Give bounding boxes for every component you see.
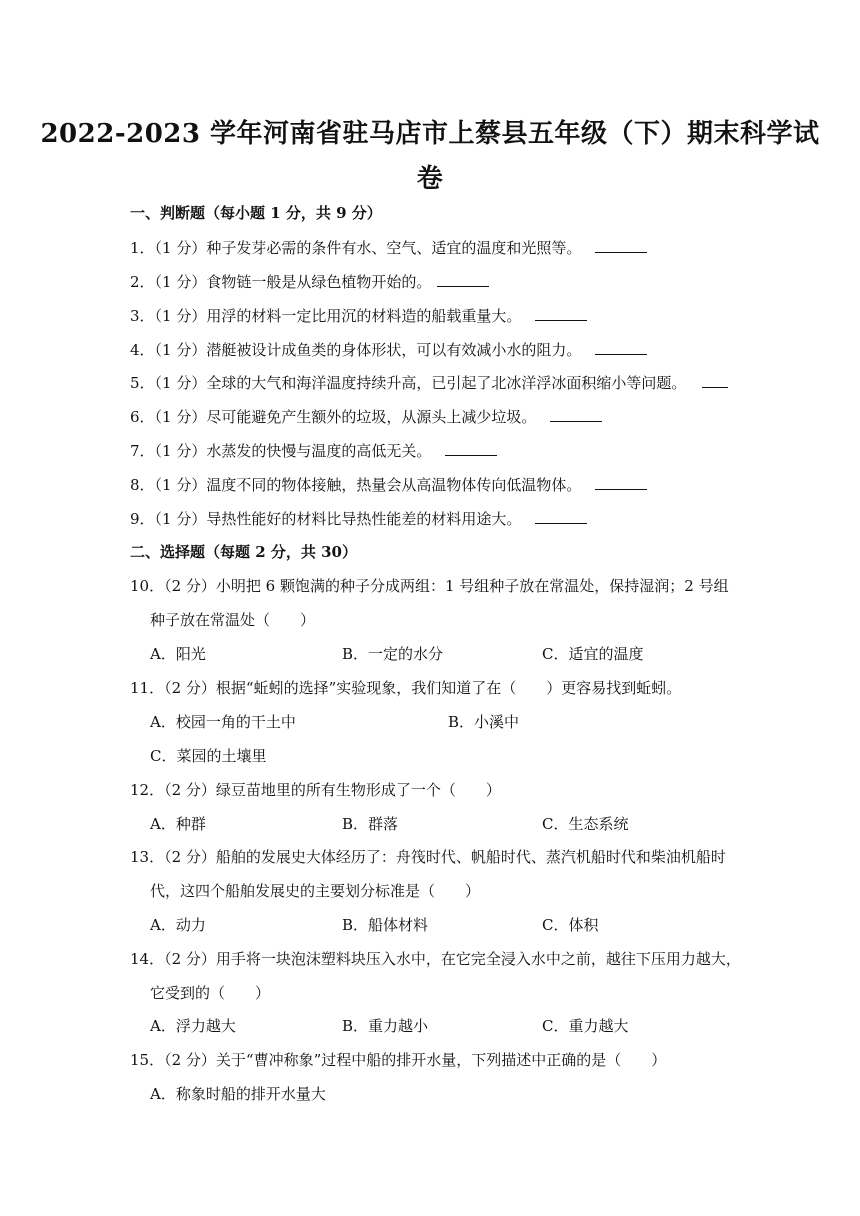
answer-blank[interactable] (595, 237, 647, 253)
question-12-option-c[interactable]: C．生态系统 (542, 815, 629, 833)
item-text: （1 分）导热性能好的材料比导热性能差的材料用途大。 (154, 510, 522, 528)
question-13-option-b[interactable]: B．船体材料 (342, 916, 429, 934)
exam-title-line2: 卷 (416, 164, 444, 194)
question-11-option-b[interactable]: B．小溪中 (448, 713, 520, 731)
answer-blank[interactable] (595, 339, 647, 355)
answer-blank[interactable] (437, 271, 489, 287)
item-number: 4． (130, 341, 155, 359)
question-11-option-c[interactable]: C．菜园的土壤里 (150, 747, 267, 765)
question-10-option-c[interactable]: C．适宜的温度 (542, 645, 644, 663)
item-number: 7． (130, 442, 155, 460)
item-number: 2． (130, 273, 155, 291)
question-14-option-c[interactable]: C．重力越大 (542, 1017, 629, 1035)
question-13-option-a[interactable]: A．动力 (150, 916, 206, 934)
question-15-line1: 15．（2 分）关于“曹冲称象”过程中船的排开水量，下列描述中正确的是（ ） (130, 1051, 667, 1069)
item-text: （1 分）尽可能避免产生额外的垃圾，从源头上减少垃圾。 (154, 408, 537, 426)
exam-title-line1: 2022-2023 学年河南省驻马店市上蔡县五年级（下）期末科学试 (40, 119, 820, 149)
question-14-option-a[interactable]: A．浮力越大 (150, 1017, 236, 1035)
judge-item-8 (130, 474, 647, 495)
item-text: （1 分）水蒸发的快慢与温度的高低无关。 (154, 442, 432, 460)
judge-item-3 (130, 305, 587, 326)
answer-blank[interactable] (535, 305, 587, 321)
judge-item-9 (130, 508, 587, 529)
judge-item-7 (130, 440, 497, 461)
judge-item-1 (130, 237, 647, 258)
question-13-option-c[interactable]: C．体积 (542, 916, 599, 934)
question-12-option-a[interactable]: A．种群 (150, 815, 206, 833)
question-14-option-b[interactable]: B．重力越小 (342, 1017, 429, 1035)
answer-blank[interactable] (595, 474, 647, 490)
item-text: （1 分）温度不同的物体接触，热量会从高温物体传向低温物体。 (154, 476, 582, 494)
item-number: 6． (130, 408, 155, 426)
question-12-option-b[interactable]: B．群落 (342, 815, 399, 833)
answer-blank[interactable] (702, 372, 728, 388)
section2-heading: 二、选择题（每题 2 分，共 30） (130, 543, 357, 561)
judge-item-4 (130, 339, 647, 360)
item-number: 1． (130, 239, 155, 257)
judge-item-5 (130, 372, 728, 393)
item-text: （1 分）潜艇被设计成鱼类的身体形状，可以有效减小水的阻力。 (154, 341, 582, 359)
question-14-line1: 14．（2 分）用手将一块泡沫塑料块压入水中，在它完全浸入水中之前，越往下压用力越大， (130, 950, 741, 968)
item-number: 5． (130, 374, 155, 392)
question-14-line2: 它受到的（ ） (150, 984, 271, 1002)
answer-blank[interactable] (445, 440, 497, 456)
item-text: （1 分）用浮的材料一定比用沉的材料造的船载重量大。 (154, 307, 522, 325)
item-text: （1 分）种子发芽必需的条件有水、空气、适宜的温度和光照等。 (154, 239, 582, 257)
question-10-line2: 种子放在常温处（ ） (150, 611, 316, 629)
question-13-line2: 代，这四个船舶发展史的主要划分标准是（ ） (150, 882, 481, 900)
item-text: （1 分）食物链一般是从绿色植物开始的。 (154, 273, 432, 291)
item-number: 8． (130, 476, 155, 494)
question-10-option-b[interactable]: B．一定的水分 (342, 645, 444, 663)
item-number: 3． (130, 307, 155, 325)
answer-blank[interactable] (550, 406, 602, 422)
question-10-option-a[interactable]: A．阳光 (150, 645, 206, 663)
question-11-option-a[interactable]: A．校园一角的干土中 (150, 713, 296, 731)
question-10-line1: 10．（2 分）小明把 6 颗饱满的种子分成两组：1 号组种子放在常温处，保持湿润；2 号组 (130, 577, 729, 595)
question-11-line1: 11．（2 分）根据“蚯蚓的选择”实验现象，我们知道了在（ ）更容易找到蚯蚓。 (130, 679, 682, 697)
section1-heading: 一、判断题（每小题 1 分，共 9 分） (130, 204, 382, 222)
judge-item-6 (130, 406, 602, 427)
item-text: （1 分）全球的大气和海洋温度持续升高，已引起了北冰洋浮冰面积缩小等问题。 (154, 374, 687, 392)
question-13-line1: 13．（2 分）船舶的发展史大体经历了：舟筏时代、帆船时代、蒸汽机船时代和柴油机船时 (130, 848, 726, 866)
item-number: 9． (130, 510, 155, 528)
question-15-option-a[interactable]: A．称象时船的排开水量大 (150, 1085, 326, 1103)
judge-item-2 (130, 271, 489, 292)
question-12-line1: 12．（2 分）绿豆苗地里的所有生物形成了一个（ ） (130, 781, 501, 799)
answer-blank[interactable] (535, 508, 587, 524)
